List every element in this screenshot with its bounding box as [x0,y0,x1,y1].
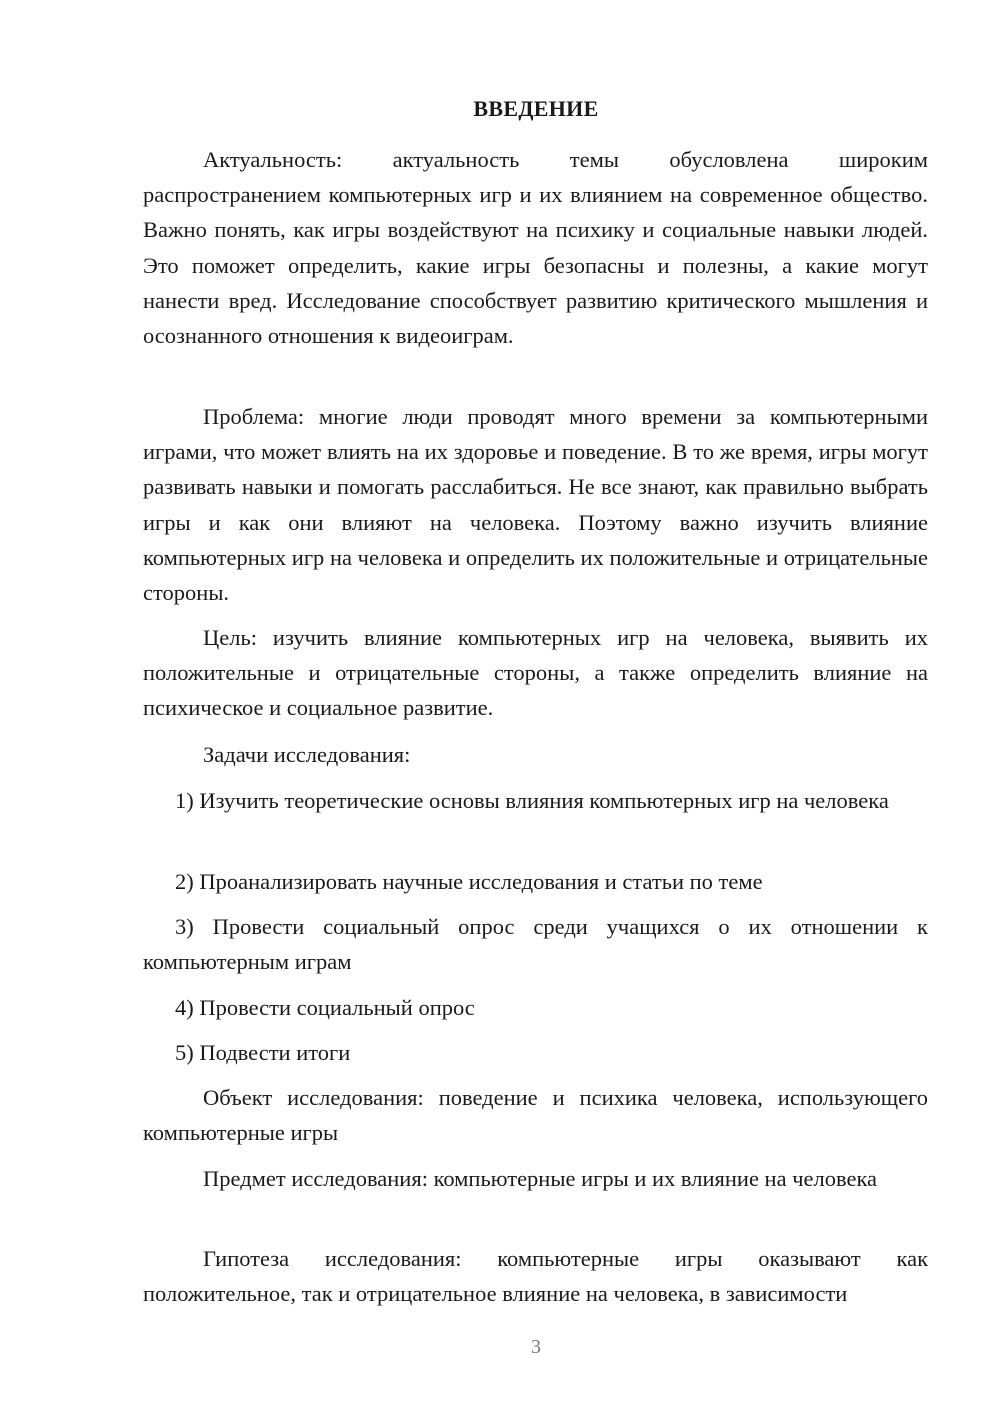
task-item-2: 2) Проанализировать научные исследования и статьи по теме [175,869,763,894]
paragraph-subject: Предмет исследования: компьютерные игры и их влияние на человека [203,1166,878,1191]
paragraph-hypothesis: Гипотеза исследования: компьютерные игры оказывают как положительное, так и отрицательное влияние на человека, в зависимости [143,1246,928,1307]
tasks-heading: Задачи исследования: [203,742,411,767]
page-number: 3 [531,1336,541,1358]
task-item-5: 5) Подвести итоги [175,1040,351,1065]
task-item-4: 4) Провести социальный опрос [175,995,475,1020]
paragraph-object: Объект исследования: поведение и психика человека, использующего компьютерные игры [143,1085,928,1146]
page-title: ВВЕДЕНИЕ [473,96,599,121]
task-item-3: 3) Провести социальный опрос среди учащихся о их отношении к компьютерным играм [143,914,928,975]
paragraph-goal: Цель: изучить влияние компьютерных игр на человека, выявить их положительные и отрицательные стороны, а также определить влияние на психическое и социальное развитие. [143,625,928,721]
paragraph-relevance: Актуальность: актуальность темы обусловлена широким распространением компьютерных игр и их влиянием на современное общество. Важно понять, как игры воздействуют на психику и социальные навыки людей. Это поможет определить, какие игры безопасны и полезны, а какие могут нанести вред. Исследование способствует развитию критического мышления и осознанного отношения к видеоиграм. [143,147,928,349]
task-item-1: 1) Изучить теоретические основы влияния компьютерных игр на человека [175,788,889,813]
paragraph-problem: Проблема: многие люди проводят много времени за компьютерными играми, что может влиять на их здоровье и поведение. В то же время, игры могут развивать навыки и помогать расслабиться. Не все знают, как правильно выбрать игры и как они влияют на человека. Поэтому важно изучить влияние компьютерных игр на человека и определить их положительные и отрицательные стороны. [143,404,928,606]
